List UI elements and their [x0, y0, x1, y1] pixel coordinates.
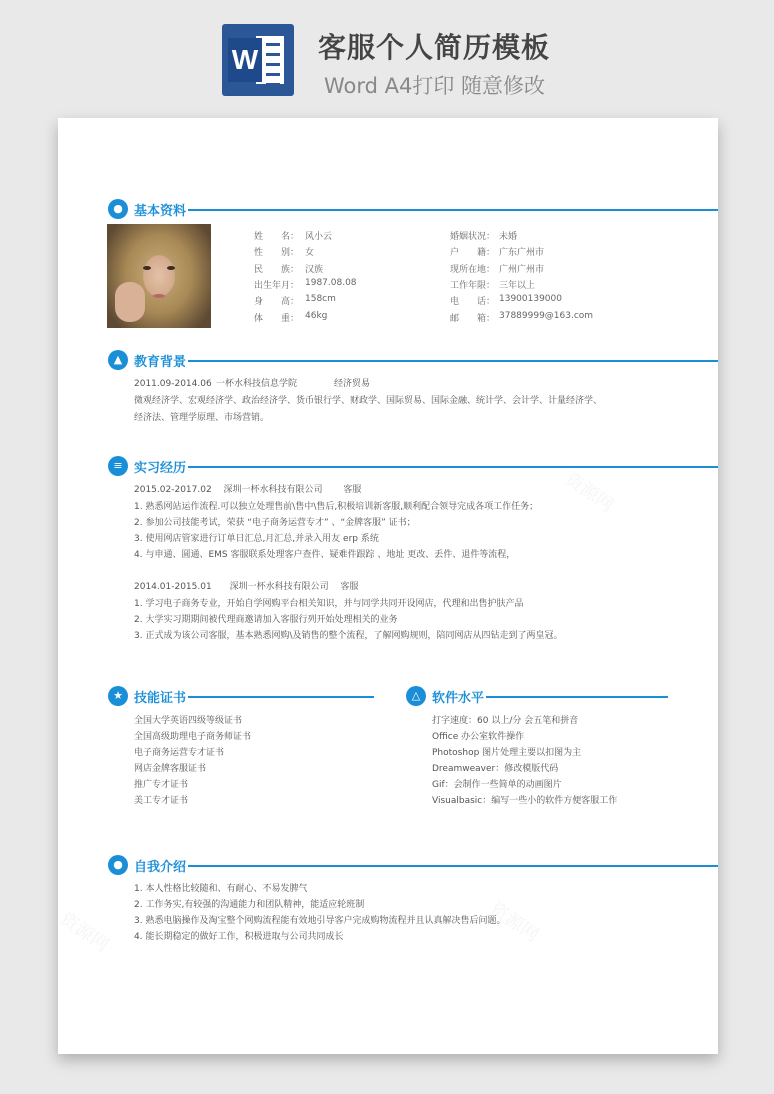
info-label: 婚姻状况： [450, 232, 496, 242]
info-value: 37889999@163.com [499, 310, 594, 321]
person-icon: ● [108, 855, 128, 875]
internship-header: 2014.01-2015.01 深圳一杯水科技有限公司 客服 [134, 582, 359, 592]
internship-item: 3. 正式成为该公司客服，基本熟悉网购\及销售的整个流程，了解网购规则，陪同网店从四钻走到了两皇冠。 [134, 631, 563, 641]
section-divider [486, 696, 668, 698]
internship-item: 2. 参加公司技能考试，荣获 “电子商务运营专才” 、“金牌客服” 证书； [134, 518, 416, 528]
word-logo-icon [222, 24, 294, 96]
edu-school: 一杯水科技信息学院 [216, 379, 298, 389]
info-value: 女 [305, 248, 315, 259]
software-item: 打字速度：60 以上/分 会五笔和拼音 [432, 716, 579, 726]
info-value: 三年以上 [499, 280, 536, 291]
info-value: 广州广州市 [499, 264, 545, 275]
edu-courses: 经济法、管理学原理、市场营销。 [134, 413, 270, 423]
flask-icon: △ [406, 686, 426, 706]
edu-courses: 微观经济学、宏观经济学、政治经济学、货币银行学、财政学、国际贸易、国际金融、统计学、会计学、计量经济学、 [134, 396, 603, 406]
internship-item: 1. 学习电子商务专业，开始自学网购平台相关知识，并与同学共同开设网店，代理和出售护肤产品 [134, 599, 524, 609]
info-value: 风小云 [305, 232, 333, 242]
info-label: 性 别： [254, 248, 300, 259]
software-item: Dreamweaver：修改模版代码 [432, 764, 559, 774]
section-self-header [108, 855, 668, 877]
edu-period: 2011.09-2014.06 [134, 379, 212, 389]
internship-item: 4. 与申通、圆通、EMS 客服联系处理客户查件、疑难件跟踪 、地址 更改、丢件、退件等流程， [134, 550, 516, 560]
info-label: 姓 名： [254, 232, 300, 242]
skill-item: 美工专才证书 [134, 796, 189, 806]
self-intro-item: 1. 本人性格比较随和、有耐心、不易发脾气 [134, 884, 308, 894]
graduation-cap-icon: ▲ [108, 350, 128, 370]
software-item: Gif：会制作一些简单的动画图片 [432, 780, 562, 790]
section-divider [188, 209, 718, 211]
self-intro-item: 3. 熟悉电脑操作及淘宝整个网购流程能有效地引导客户完成购物流程并且认真解决售后问题。 [134, 916, 506, 926]
section-education-header [108, 350, 668, 372]
section-basic-header [108, 199, 668, 221]
section-title: 技能证书 [134, 691, 187, 706]
section-title: 基本资料 [134, 204, 187, 219]
self-intro-item: 4. 能长期稳定的做好工作，积极进取与公司共同成长 [134, 932, 344, 942]
word-logo-letter: W [228, 38, 262, 82]
watermark: 资源网 [55, 908, 113, 957]
section-divider [188, 466, 718, 468]
info-label: 工作年限： [450, 280, 496, 291]
section-software-header [406, 686, 668, 708]
info-label: 体 重： [254, 313, 300, 324]
info-value: 13900139000 [499, 294, 562, 305]
info-value: 46kg [305, 310, 328, 321]
profile-photo [107, 224, 211, 328]
section-skills-header [108, 686, 374, 708]
info-label: 出生年月： [254, 280, 300, 291]
skill-item: 电子商务运营专才证书 [134, 748, 225, 758]
software-item: Photoshop 图片处理主要以扣图为主 [432, 748, 582, 758]
info-label: 户 籍： [450, 248, 496, 259]
skill-item: 网店金牌客服证书 [134, 764, 207, 774]
trophy-icon: ★ [108, 686, 128, 706]
watermark: 资源网 [485, 898, 543, 947]
section-divider [188, 865, 718, 867]
resume-page [55, 118, 718, 1054]
section-title: 实习经历 [134, 461, 187, 476]
section-divider [188, 696, 374, 698]
info-label: 现所在地： [450, 264, 496, 275]
info-label: 邮 箱： [450, 313, 496, 324]
info-value: 广东广州市 [499, 248, 545, 259]
info-value: 汉族 [305, 264, 324, 275]
info-value: 未婚 [499, 232, 518, 242]
skill-item: 全国高级助理电子商务师证书 [134, 732, 252, 742]
internship-item: 3. 使用网店管家进行订单日汇总,月汇总,并录入用友 erp 系统 [134, 534, 379, 544]
banner-title: 客服个人简历模板 [318, 31, 551, 64]
internship-item: 2. 大学实习期期间被代理商邀请加入客服行列开始处理相关的业务 [134, 615, 398, 625]
section-title: 自我介绍 [134, 860, 187, 875]
section-title: 教育背景 [134, 355, 187, 370]
internship-item: 1. 熟悉网站运作流程.可以独立处理售前\售中\售后,积极培训新客服,顺利配合领导完成各项工作任务； [134, 502, 539, 512]
section-divider [188, 360, 718, 362]
info-label: 身 高： [254, 297, 300, 308]
software-item: Office 办公室软件操作 [432, 732, 525, 742]
software-item: Visualbasic：编写一些小的软件方便客服工作 [432, 796, 618, 806]
user-icon: ● [108, 199, 128, 219]
self-intro-item: 2. 工作务实,有较强的沟通能力和团队精神，能适应轮班制 [134, 900, 365, 910]
info-label: 民 族： [254, 264, 300, 275]
database-icon: ≡ [108, 456, 128, 476]
internship-header: 2015.02-2017.02 深圳一杯水科技有限公司 客服 [134, 485, 362, 495]
banner-subtitle: Word A4打印 随意修改 [324, 74, 546, 98]
page-banner [0, 0, 774, 110]
info-value: 1987.08.08 [305, 277, 357, 288]
info-label: 电 话： [450, 297, 496, 308]
section-title: 软件水平 [432, 691, 485, 706]
skill-item: 全国大学英语四级等级证书 [134, 716, 243, 726]
edu-major: 经济贸易 [334, 379, 371, 389]
skill-item: 推广专才证书 [134, 780, 189, 790]
watermark: 资源网 [561, 468, 618, 517]
info-value: 158cm [305, 294, 336, 305]
section-internship-header [108, 456, 668, 478]
